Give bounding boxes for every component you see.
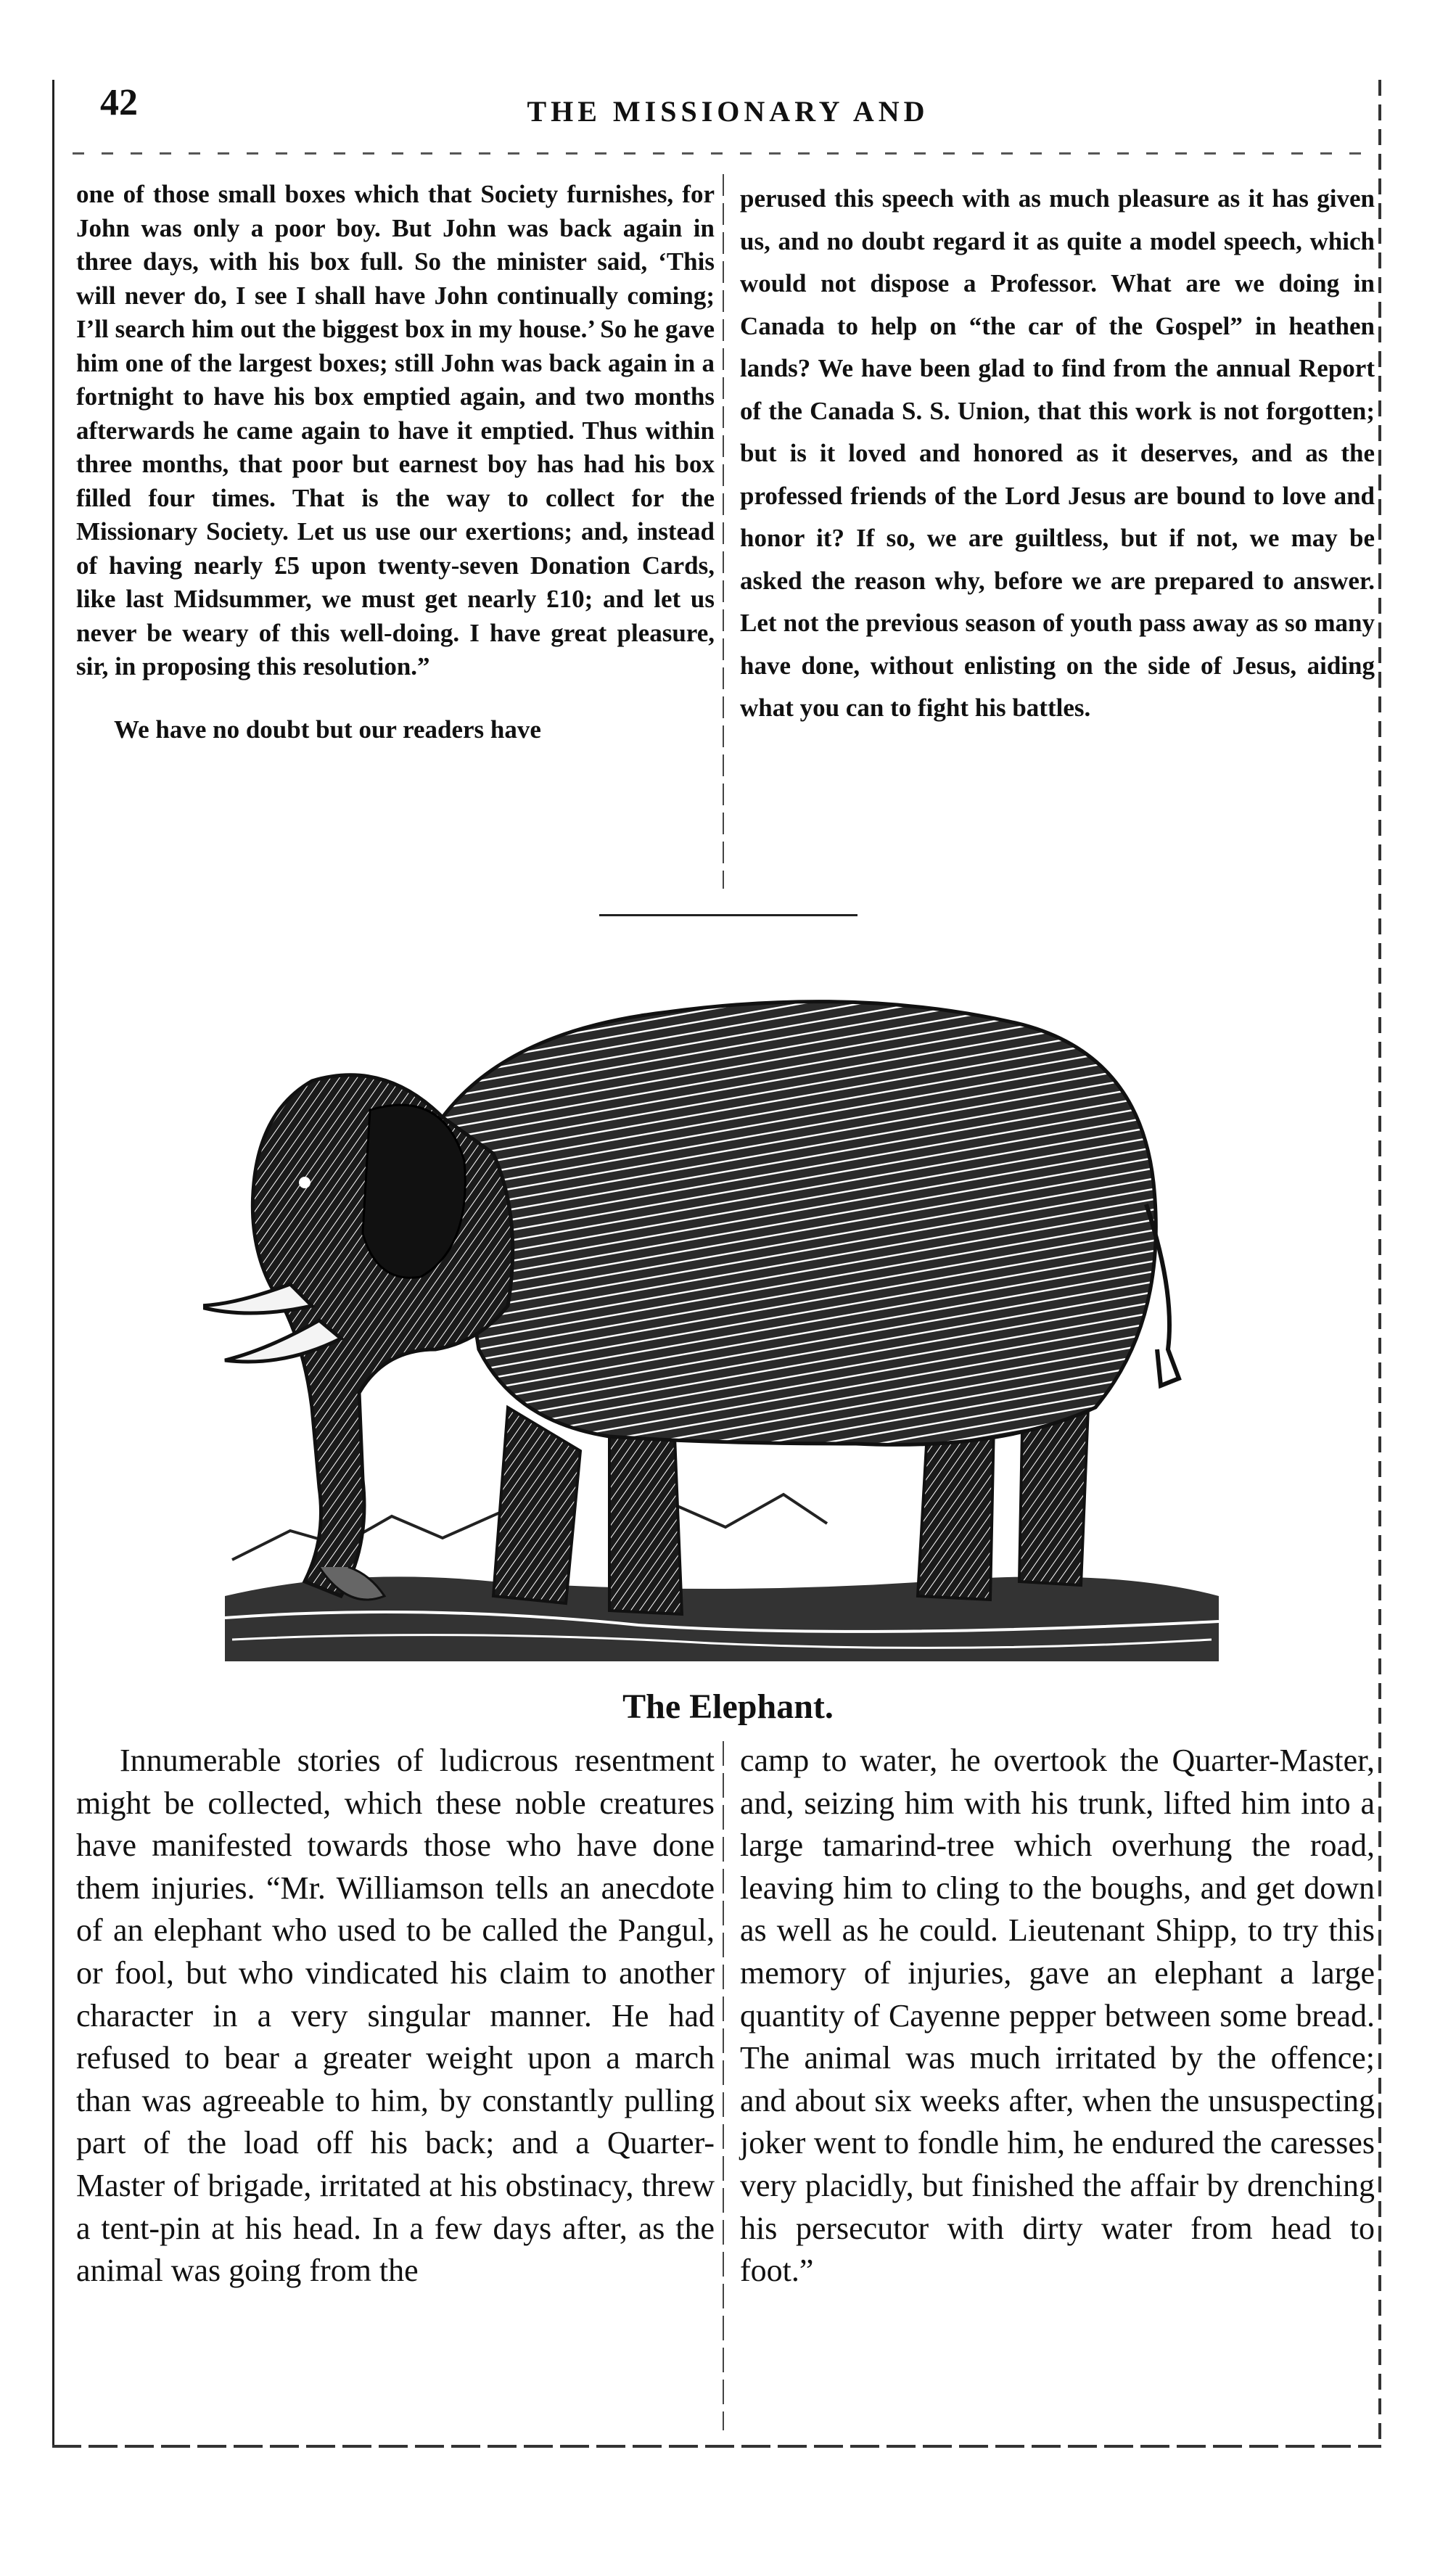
elephant-story-continued: camp to water, he overtook the Quarter-Master, and, seizing him with his trunk, lifted him into a large tamarind-tree which overhung the road, leaving him to cling to the boughs, and get down as well as he could. Lieutenant Shipp, to try this memory of injuries, gave an elephant a large quantity of Cayenne pepper between some bread. The animal was much irritated by the offence; and about six weeks after, when the unsuspecting joker went to fondle him, he endured the caresses very placidly, but finished the affair by drenching his persecutor with dirty water from head to foot.” <box>740 1743 1375 2289</box>
right-page-border <box>1378 80 1381 2445</box>
column-divider <box>723 174 724 889</box>
elephant-engraving-icon <box>203 943 1241 1669</box>
bottom-page-border <box>52 2445 1381 2448</box>
running-head: THE MISSIONARY AND <box>527 95 929 128</box>
top-right-column <box>740 178 1375 730</box>
page-number: 42 <box>100 82 138 123</box>
bottom-right-column <box>740 1740 1375 2292</box>
column-divider <box>723 1741 724 2430</box>
elephant-story-paragraph: Innumerable stories of ludicrous resentment might be collected, which these noble creatures have manifested towards those who have done them injuries. “Mr. Williamson tells an anecdote of an elephant who used to be called the Pangul, or fool, but who vindicated his claim to another character in a very singular manner. He had refused to bear a greater weight upon a march than was agreeable to him, by constantly pulling part of the load off his back; and a Quarter-Master of brigade, irritated at his obstinacy, threw a tent-pin at his head. In a few days after, as the animal was going from the <box>76 1743 715 2289</box>
bottom-left-column <box>76 1740 715 2292</box>
editorial-paragraph-continued: perused this speech with as much pleasure as it has given us, and no doubt regard it as quite a model speech, which would not dispose a Professor. What are we doing in Canada to help on “the car of the Gospel” in heathen lands? We have been glad to find from the annual Report of the Canada S. S. Union, that this work is not forgotten; but is it loved and honored as it deserves, and as the professed friends of the Lord Jesus are bound to love and honor it? If so, we are guiltless, but if not, we may be asked the reason why, before we are prepared to answer. Let not the previous season of youth pass away as so many have done, without enlisting on the side of Jesus, aiding what you can to fight his battles. <box>740 184 1375 722</box>
figure-caption: The Elephant. <box>622 1687 834 1726</box>
top-left-column <box>76 178 715 747</box>
header-rule <box>73 152 1378 155</box>
editorial-paragraph-start: We have no doubt but our readers have <box>114 715 541 744</box>
left-page-border <box>52 80 54 2445</box>
section-rule <box>599 914 857 916</box>
speech-paragraph: one of those small boxes which that Society furnishes, for John was only a poor boy. But John was back again in three days, with his box full. So the minister said, ‘This will never do, I see I shall have John continually coming; I’ll search him out the biggest box in my house.’ So he gave him one of the largest boxes; still John was back again in a fortnight to have his box emptied again, and two months afterwards he came again to have it emptied. Thus within three months, that poor but earnest boy has had his box filled four times. That is the way to collect for the Missionary Society. Let us use our exertions; and, instead of having nearly £5 upon twenty-seven Donation Cards, like last Midsummer, we must get nearly £10; and let us never be weary of this well-doing. I have great pleasure, sir, in proposing this resolution.” <box>76 180 715 680</box>
